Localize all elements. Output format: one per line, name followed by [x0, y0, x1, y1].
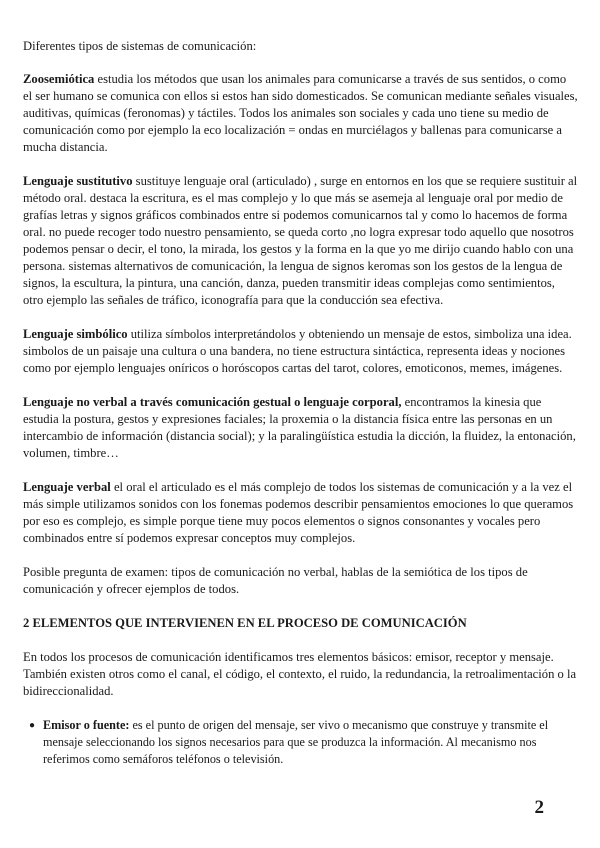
bullet-icon: ●	[29, 720, 36, 731]
exam-question: Posible pregunta de examen: tipos de comunicación no verbal, hablas de la semiótica de los tipos de comunicación y ofrecer ejemplos de todos.	[23, 565, 528, 596]
intro-line: Diferentes tipos de sistemas de comunicación:	[23, 39, 257, 53]
term-lenguaje-verbal: Lenguaje verbal	[23, 480, 111, 494]
section-heading: 2 ELEMENTOS QUE INTERVIENEN EN EL PROCESO DE COMUNICACIÓN	[23, 616, 467, 630]
page-number: 2	[534, 797, 544, 818]
term-lenguaje-sustitutivo: Lenguaje sustitutivo	[23, 174, 133, 188]
text-zoosemiotica: estudia los métodos que usan los animales para comunicarse a través de sus sentidos, o como el ser humano se comunica con ellos si estos han sido domesticados. Se comunican mediante señales visuales, auditivas, químicas (feronomas) y táctiles. Todos los animales son sociales y cada uno tiene su medio de comunicación como por ejemplo la eco localización = ondas en murciélagos y ballenas para comunicarse a mucha distancia.	[23, 72, 578, 154]
paragraph-lenguaje-no-verbal	[23, 394, 578, 462]
paragraph-lenguaje-verbal	[23, 479, 578, 547]
text-lenguaje-no-verbal: encontramos la kinesia que estudia la postura, gestos y expresiones faciales; la proxemia o la distancia física entre las personas en un intercambio de información (distancia social); y la paralingüística estudia la dicción, la fluidez, la entonación, volumen, timbre…	[23, 395, 576, 460]
text-lenguaje-sustitutivo: sustituye lenguaje oral (articulado) , surge en entornos en los que se requiere sustituir al método oral. destaca la escritura, es el mas complejo y lo que más se asemeja al lenguaje oral por medio de grafías letras y signos gráficos combinados entre si podemos comunicarnos tal y como lo hacemos de forma oral. no puede recoger todo nuestro pensamiento, se queda corto ,no logra expresar todo aquello que nosotros podemos pensar o decir, el tono, la mirada, los gestos y la forma en la que yo me dirijo cuando hablo con una persona. sistemas alternativos de comunicación, la lengua de signos keromas son los gestos de la lengua de signos, la escultura, la pintura, una canción, danza, pueden transmitir ideas complejas como sentimientos, otro ejemplo las señales de tráfico, iconografía para que la conducción sea efectiva.	[23, 174, 578, 307]
text-emisor: es el punto de origen del mensaje, ser vivo o mecanismo que construye y transmite el mensaje seleccionando los signos necesarios para que se produzca la información. Al mecanismo nos referimos como semáforos teléfonos o televisión.	[43, 718, 549, 766]
text-lenguaje-verbal: el oral el articulado es el más complejo de todos los sistemas de comunicación y a la vez el más simple utilizamos sonidos con los fonemas podemos describir pensamientos emociones lo que queramos por eso es complejo, es simple porque tiene muy pocos elementos o signos consonantes y vocales pero combinados entre sí podemos expresar conceptos muy complejos.	[23, 480, 574, 545]
text-lenguaje-simbolico: utiliza símbolos interpretándolos y obteniendo un mensaje de estos, simboliza una idea. simbolos de un paisaje una cultura o una bandera, no tiene estructura sintáctica, representa ideas y nociones como por ejemplo lenguajes oníricos o horóscopos cartas del tarot, colores, emoticonos, memes, imágenes.	[23, 327, 572, 375]
term-lenguaje-no-verbal: Lenguaje no verbal a través comunicación gestual o lenguaje corporal,	[23, 395, 402, 409]
paragraph-lenguaje-simbolico	[23, 326, 578, 377]
paragraph-lenguaje-sustitutivo	[23, 173, 578, 309]
elements-list	[23, 717, 578, 768]
list-item-emisor	[29, 717, 578, 768]
term-zoosemiotica: Zoosemiótica	[23, 72, 95, 86]
term-lenguaje-simbolico: Lenguaje simbólico	[23, 327, 128, 341]
elements-paragraph: En todos los procesos de comunicación identificamos tres elementos básicos: emisor, receptor y mensaje. También existen otros como el canal, el código, el contexto, el ruido, la redundancia, la retroalimentación o la bidireccionalidad.	[23, 650, 577, 698]
term-emisor: Emisor o fuente:	[43, 718, 130, 732]
paragraph-zoosemiotica	[23, 71, 578, 156]
